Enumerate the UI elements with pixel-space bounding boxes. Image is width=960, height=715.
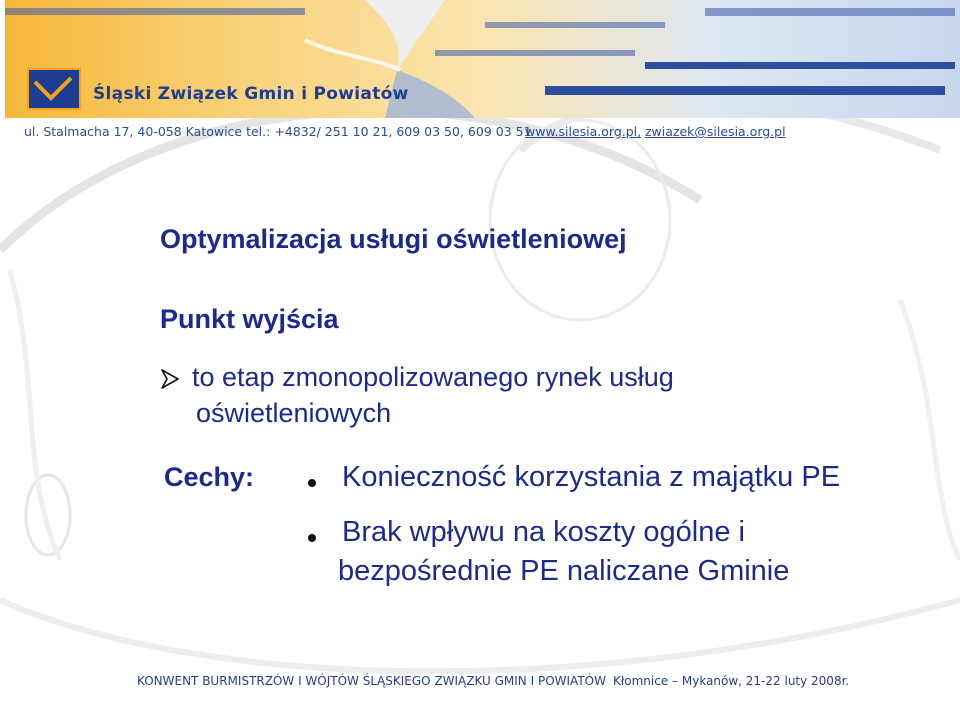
slide-subtitle: Punkt wyjścia: [160, 304, 339, 334]
feature-item-1: Konieczność korzystania z majątku PE: [342, 461, 841, 493]
header-banner: [5, 0, 960, 118]
feature-item-2-line1: Brak wpływu na koszty ogólne i: [342, 516, 745, 548]
organization-logo: [27, 68, 81, 110]
website-link[interactable]: www.silesia.org.pl,: [525, 124, 642, 139]
bullet-icon: [308, 534, 316, 542]
footer-convention: KONWENT BURMISTRZÓW I WÓJTÓW ŚLĄSKIEGO ZWIĄZKU GMIN I POWIATÓW: [137, 674, 606, 688]
slide-title: Optymalizacja usługi oświetleniowej: [160, 224, 627, 254]
organization-name: Śląski Związek Gmin i Powiatów: [93, 84, 409, 104]
email-link[interactable]: zwiazek@silesia.org.pl: [645, 124, 786, 139]
arrow-bullet-icon: [160, 368, 180, 390]
bullet-icon: [308, 479, 316, 487]
feature-item-2-line2: bezpośrednie PE naliczane Gminie: [338, 555, 790, 587]
point-text-line1: to etap zmonopolizowanego rynek usług: [192, 362, 674, 392]
features-label: Cechy:: [164, 462, 255, 492]
point-text-line2: oświetleniowych: [196, 398, 392, 428]
contact-address: ul. Stalmacha 17, 40-058 Katowice tel.: +4832/ 251 10 21, 609 03 50, 609 03 51: [24, 124, 532, 139]
footer-place-date: Kłomnice – Mykanów, 21-22 luty 2008r.: [613, 674, 850, 688]
